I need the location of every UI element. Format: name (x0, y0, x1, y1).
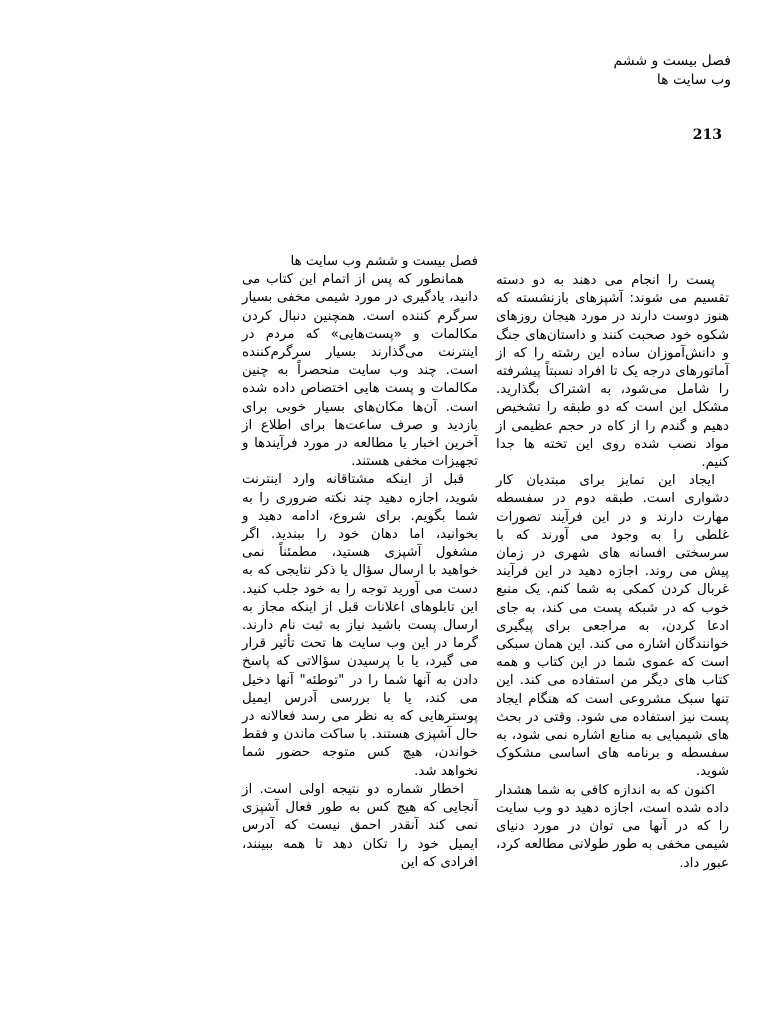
left-text-column (242, 253, 478, 872)
paragraph: قبل از اینکه مشتاقانه وارد اینترنت شوید، اجازه دهید چند نکته ضروری را به شما بگویم. برای شروع، ادامه دهید و بخوانید، اما دهان خود را ببندید. اگر مشغول آشپزی هستید، مطمئناً نمی خواهید با ارسال سؤال یا ذکر نتایجی که به دست می آورید توجه را به خود جلب کنید. این تابلوهای اعلانات قبل از اینکه مجاز به ارسال پست باشید نیاز به ثبت نام دارند. گرما در این وب سایت ها تحت تأثیر قرار می گیرد، یا با پرسیدن سؤالاتی که پاسخ دادن به آنها شما را در "توطئه" آنها دخیل می کند، یا با بررسی آدرس ایمیل پوسترهایی که به نظر می رسد فعالانه در حال آشپزی هستند. با ساکت ماندن و فقط خواندن، هیچ کس متوجه حضور شما نخواهد شد. (242, 472, 478, 779)
chapter-title: فصل بیست و ششم (613, 53, 731, 69)
paragraph: اخطار شماره دو نتیجه اولی است. از آنجایی که هیچ کس به طور فعال آشپزی نمی کند آنقدر احمق نیست که آدرس ایمیل خود را تکان دهد تا همه ببینند، افرادی که این (242, 781, 478, 870)
right-text-column (496, 272, 729, 873)
section-heading: فصل بیست و ششم وب سایت ها (290, 254, 478, 269)
paragraph: اکنون که به اندازه کافی به شما هشدار داده شده است، اجازه دهید دو وب سایت را که در آنها می توان در مورد دنیای شیمی مخفی به طور طولانی مطالعه کرد، عبور داد. (496, 782, 729, 871)
paragraph: همانطور که پس از اتمام این کتاب می دانید، یادگیری در مورد شیمی مخفی بسیار سرگرم کننده است. همچنین دنبال کردن مکالمات و «پست‌هایی» که مردم در اینترنت می‌گذارند بسیار سرگرم‌کننده است. چند وب سایت منحصراً به چنین مکالمات و پست هایی اختصاص داده شده است. آن‌ها مکان‌های بسیار خوبی برای بازدید و صرف ساعت‌ها برای اطلاع از آخرین اخبار یا مطالعه در مورد فرآیندها و تجهیزات مخفی هستند. (242, 272, 478, 470)
chapter-subtitle: وب سایت ها (656, 72, 731, 88)
running-header (431, 52, 731, 90)
paragraph: پست را انجام می دهند به دو دسته تقسیم می شوند: آشپزهای بازنشسته که هنوز دوست دارند در مورد هیجان روزهای شکوه خود صحبت کنند و داستان‌های جنگ و دانش‌آموزان ساده این رشته را که از آماتورهای درجه یک تا افراد نسبتاً پیشرفته را شامل می‌شود، به اشتراک بگذارید. مشکل این است که دو طبقه را تشخیص دهیم و گندم را از کاه در حجم عظیمی از مواد نصب شده روی این تخته ها جدا کنیم. (496, 273, 729, 471)
page-number: 213 (692, 127, 722, 143)
paragraph: ایجاد این تمایز برای مبتدیان کار دشواری است. طبقه دوم در سفسطه مهارت دارند و در این فرآیند تصورات غلطی را به وجود می آورند که با سرسختی افسانه های شهری در زمان پیش می روند. اجازه دهید در این فرآیند غربال کردن کمکی به شما کنم. یک منبع خوب که در شبکه پست می کند، به جای ادعا کردن، به مراجعی برای پیگیری خوانندگان اشاره می کند. این همان سبکی است که عموی شما در این کتاب و همه کتاب های دیگر من استفاده می کند. این تنها سبک مشروعی است که هنگام ایجاد پست نیز استفاده می شود. وقتی در بحث های شیمیایی به منابع اشاره نمی شود، به سفسطه و برنامه های اساسی مشکوک شوید. (496, 473, 729, 780)
